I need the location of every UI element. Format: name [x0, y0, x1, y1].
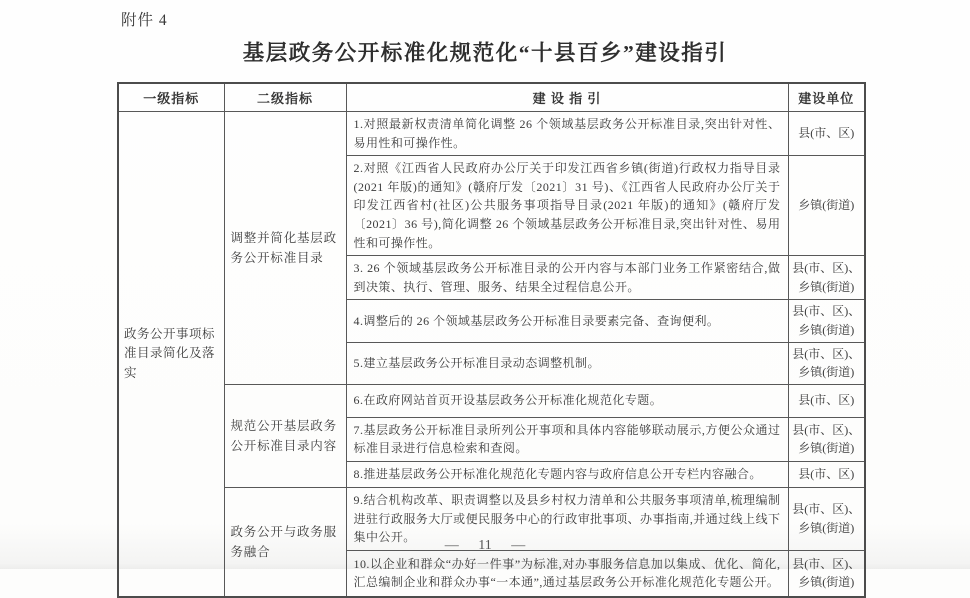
level2-indicator-cell: 规范公开基层政务公开标准目录内容 — [224, 384, 346, 487]
attachment-label: 附件 4 — [121, 12, 168, 29]
guideline-cell: 1.对照最新权责清单简化调整 26 个领域基层政务公开标准目录,突出针对性、易用性和可操作性。 — [346, 112, 788, 156]
guideline-cell: 2.对照《江西省人民政府办公厅关于印发江西省乡镇(街道)行政权力指导目录(2021 年版)的通知》(赣府厅发〔2021〕31 号)、《江西省人民政府办公厅关于印发江西省村(社区)公共服务事项指导目录(2021 年版)的通知》(赣府厅发〔2021〕36 号),简化调整 26 个领域基层政务公开标准目录,突出针对性、易用性和可操作性。 — [346, 156, 788, 256]
unit-cell: 县(市、区) — [788, 112, 865, 156]
guideline-cell: 5.建立基层政务公开标准目录动态调整机制。 — [346, 342, 788, 384]
guideline-cell: 4.调整后的 26 个领域基层政务公开标准目录要素完备、查询便利。 — [346, 300, 788, 342]
unit-cell: 县(市、区)、乡镇(街道) — [788, 300, 865, 342]
unit-cell: 县(市、区)、乡镇(街道) — [788, 550, 865, 597]
guideline-cell: 10.以企业和群众“办好一件事”为标准,对办事服务信息加以集成、优化、简化,汇总编制企业和群众办事“一本通”,通过基层政务公开标准化规范化专题公开。 — [346, 550, 788, 597]
guideline-cell: 3. 26 个领域基层政务公开标准目录的公开内容与本部门业务工作紧密结合,做到决策、执行、管理、服务、结果全过程信息公开。 — [346, 256, 788, 300]
level2-indicator-cell: 调整并简化基层政务公开标准目录 — [224, 112, 346, 385]
table-row — [118, 384, 865, 417]
level2-indicator-cell: 政务公开与政务服务融合 — [224, 487, 346, 597]
table-row — [118, 112, 865, 156]
guideline-table — [117, 82, 866, 598]
guideline-cell: 8.推进基层政务公开标准化规范化专题内容与政府信息公开专栏内容融合。 — [346, 461, 788, 487]
guideline-cell: 9.结合机构改革、职责调整以及县乡村权力清单和公共服务事项清单,梳理编制进驻行政服务大厅或便民服务中心的行政审批事项、办事指南,并通过线上线下集中公开。 — [346, 487, 788, 550]
unit-cell: 县(市、区)、乡镇(街道) — [788, 342, 865, 384]
header-unit: 建设单位 — [788, 83, 865, 112]
header-level1-indicator: 一级指标 — [118, 83, 224, 112]
unit-cell: 县(市、区)、乡镇(街道) — [788, 417, 865, 461]
table-header-row — [118, 83, 865, 112]
page-number: — 11 — — [444, 538, 526, 553]
header-guideline: 建 设 指 引 — [346, 83, 788, 112]
guideline-cell: 6.在政府网站首页开设基层政务公开标准化规范化专题。 — [346, 384, 788, 417]
unit-cell: 县(市、区) — [788, 384, 865, 417]
guideline-cell: 7.基层政务公开标准目录所列公开事项和具体内容能够联动展示,方便公众通过标准目录进行信息检索和查阅。 — [346, 417, 788, 461]
header-level2-indicator: 二级指标 — [224, 83, 346, 112]
unit-cell: 县(市、区) — [788, 461, 865, 487]
level1-indicator-cell: 政务公开事项标准目录简化及落实 — [118, 112, 224, 598]
unit-cell: 县(市、区)、乡镇(街道) — [788, 256, 865, 300]
unit-cell: 县(市、区)、乡镇(街道) — [788, 487, 865, 550]
unit-cell: 乡镇(街道) — [788, 156, 865, 256]
document-title: 基层政务公开标准化规范化“十县百乡”建设指引 — [242, 41, 728, 65]
